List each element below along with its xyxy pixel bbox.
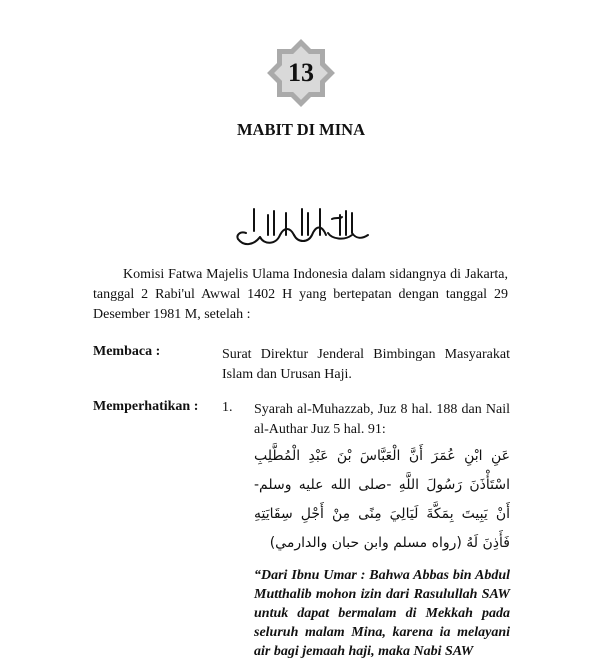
item-number: 1.	[222, 400, 233, 415]
membaca-text: Surat Direktur Jenderal Bimbingan Masyarakat Islam dan Urusan Haji.	[222, 347, 510, 382]
basmalah-calligraphy	[232, 205, 372, 255]
chapter-number: 13	[288, 58, 314, 87]
hadith-translation: “Dari Ibnu Umar : Bahwa Abbas bin Abdul Mutthalib mohon izin dari Rasulullah SAW untuk dapat bermalam di Mekkah pada seluruh malam Mina, karena ia melayani air bagi jemaah haji, maka Nabi SAW	[254, 568, 510, 659]
chapter-badge	[265, 37, 337, 109]
arabic-hadith	[254, 442, 510, 558]
item-reference-text: Syarah al-Muhazzab, Juz 8 hal. 188 dan Nail al-Authar Juz 5 hal. 91:	[254, 402, 510, 437]
intro-paragraph	[93, 265, 508, 325]
intro-text: Komisi Fatwa Majelis Ulama Indonesia dalam sidangnya di Jakarta, tanggal 2 Rabi'ul Awwal 1402 H yang bertepatan dengan tanggal 29 Desember 1981 M, setelah :	[93, 267, 508, 322]
membaca-label: Membaca :	[93, 344, 161, 359]
chapter-title: MABIT DI MINA	[236, 120, 366, 139]
arabic-hadith-text: عَنِ ابْنِ عُمَرَ أَنَّ الْعَبَّاسَ بْنَ عَبْدِ الْمُطَّلِبِ اسْتَأْذَنَ رَسُولَ اللَّهِ -صلى الله عليه وسلم- أَنْ يَبِيتَ بِمَكَّةَ لَيَالِيَ مِنًى مِنْ أَجْلِ سِقَايَتِهِ فَأَذِنَ لَهُ (رواه مسلم وابن حبان والدارمي)	[254, 448, 510, 551]
memperhatikan-label: Memperhatikan :	[93, 399, 199, 414]
